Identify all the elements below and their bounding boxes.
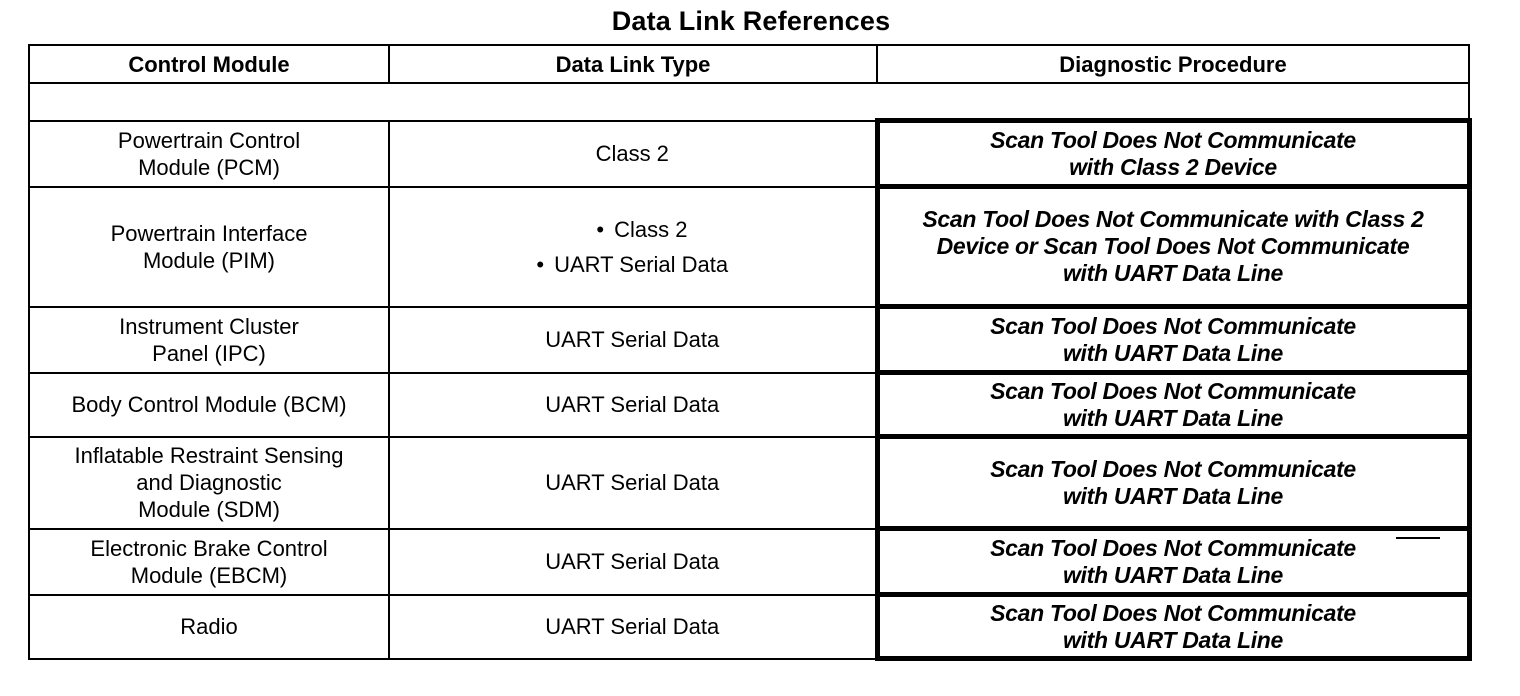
control-module-text: Powertrain Interface [110, 220, 308, 246]
diagnostic-procedure-text: with UART Data Line [1062, 561, 1284, 588]
list-item [536, 247, 728, 282]
blank-cell [29, 83, 1469, 121]
data-link-type-cell [389, 187, 877, 307]
control-module-cell [29, 373, 389, 437]
data-link-type-text: UART Serial Data [545, 392, 720, 417]
control-module-text: Powertrain Control [117, 127, 301, 153]
stray-mark [1396, 537, 1440, 539]
control-module-text: Body Control Module (BCM) [71, 392, 347, 417]
diagnostic-procedure-cell [877, 121, 1469, 187]
control-module-text: Electronic Brake Control [90, 535, 328, 561]
data-link-type-cell [389, 121, 877, 187]
diagnostic-procedure-text: Device or Scan Tool Does Not Communicate [936, 233, 1410, 259]
table-row [29, 595, 1469, 659]
diagnostic-procedure-cell [877, 595, 1469, 659]
diagnostic-procedure-cell [877, 373, 1469, 437]
control-module-cell [29, 307, 389, 373]
diagnostic-procedure-text: Scan Tool Does Not Communicate [990, 312, 1356, 339]
data-link-type-text: UART Serial Data [545, 614, 720, 639]
diagnostic-procedure-text: Scan Tool Does Not Communicate [990, 126, 1356, 153]
header-row [29, 45, 1469, 83]
diagnostic-procedure-text: Scan Tool Does Not Communicate [990, 534, 1356, 561]
diagnostic-procedure-cell [877, 437, 1469, 529]
control-module-text: Module (PIM) [142, 247, 276, 273]
blank-row [29, 83, 1469, 121]
diagnostic-procedure-text: with UART Data Line [1062, 482, 1284, 509]
control-module-text: Module (PCM) [138, 154, 280, 180]
table-row [29, 121, 1469, 187]
data-link-type-cell [389, 437, 877, 529]
data-link-type-text: UART Serial Data [554, 251, 729, 277]
data-link-references-table [28, 44, 1472, 661]
diagnostic-procedure-cell [877, 307, 1469, 373]
diagnostic-procedure-text: with UART Data Line [1062, 404, 1284, 431]
diagnostic-procedure-text: Scan Tool Does Not Communicate [990, 377, 1356, 404]
control-module-cell [29, 187, 389, 307]
data-link-type-cell [389, 373, 877, 437]
data-link-type-text: UART Serial Data [545, 549, 720, 574]
control-module-text: Panel (IPC) [152, 340, 266, 366]
diagnostic-procedure-text: Scan Tool Does Not Communicate [990, 455, 1356, 482]
diagnostic-procedure-text: with UART Data Line [1062, 626, 1284, 653]
diagnostic-procedure-text: with UART Data Line [1062, 339, 1284, 366]
data-link-type-cell [389, 595, 877, 659]
diagnostic-procedure-text: Scan Tool Does Not Communicate [990, 599, 1356, 626]
control-module-text: Module (EBCM) [130, 562, 288, 588]
list-item [536, 212, 728, 247]
data-link-type-cell [389, 529, 877, 595]
control-module-text: and Diagnostic [136, 470, 282, 495]
header-data-link-type: Data Link Type [389, 45, 877, 83]
table-row [29, 529, 1469, 595]
control-module-text: Instrument Cluster [119, 313, 299, 339]
data-link-type-text: Class 2 [614, 216, 688, 242]
control-module-cell [29, 121, 389, 187]
diagnostic-procedure-cell [877, 187, 1469, 307]
bullet-icon: • [536, 251, 545, 277]
diagnostic-procedure-text: with Class 2 Device [1069, 153, 1277, 180]
diagnostic-procedure-text: with UART Data Line [1062, 260, 1284, 286]
header-diagnostic-procedure: Diagnostic Procedure [877, 45, 1469, 83]
data-link-type-cell [389, 307, 877, 373]
control-module-text: Inflatable Restraint Sensing [74, 443, 344, 468]
table-row [29, 373, 1469, 437]
data-link-type-text: UART Serial Data [545, 327, 720, 352]
data-link-type-list [536, 212, 728, 282]
table-row [29, 437, 1469, 529]
table-row [29, 187, 1469, 307]
data-link-type-text: UART Serial Data [545, 470, 720, 495]
table-row [29, 307, 1469, 373]
diagnostic-procedure-text: Scan Tool Does Not Communicate with Class 2 [922, 206, 1424, 232]
header-control-module: Control Module [29, 45, 389, 83]
diagnostic-procedure-cell [877, 529, 1469, 595]
control-module-cell [29, 529, 389, 595]
control-module-cell [29, 437, 389, 529]
data-link-type-text: Class 2 [595, 141, 669, 166]
page-title: Data Link References [611, 6, 891, 36]
control-module-text: Radio [180, 614, 238, 639]
control-module-text: Module (SDM) [138, 497, 280, 522]
control-module-cell [29, 595, 389, 659]
bullet-icon: • [596, 216, 605, 242]
